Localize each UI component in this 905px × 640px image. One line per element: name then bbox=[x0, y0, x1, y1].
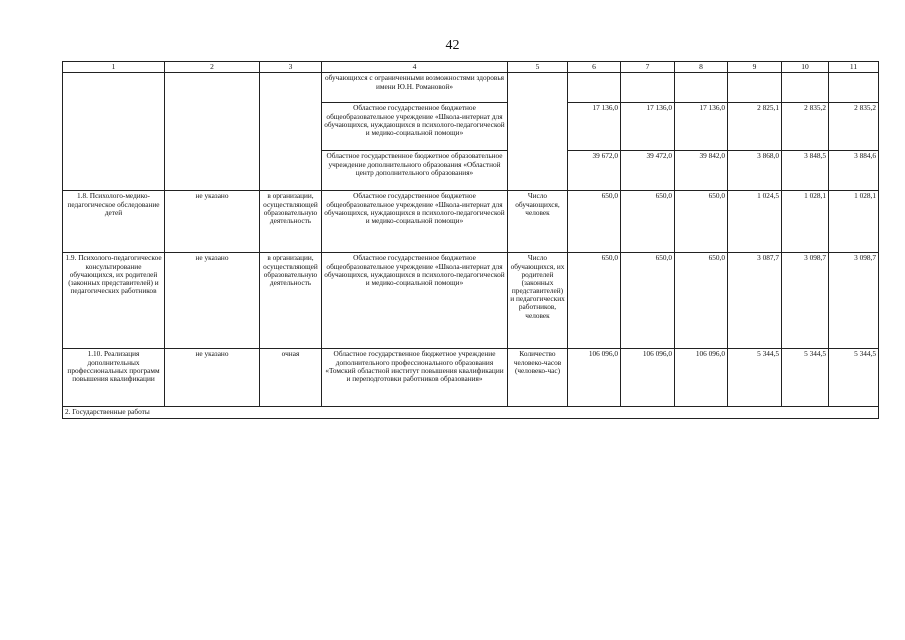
value-cell: 39 672,0 bbox=[568, 151, 621, 191]
value-cell bbox=[829, 73, 879, 103]
value-cell: 17 136,0 bbox=[621, 103, 675, 151]
col3-cell: в организации, осуществляющей образовательную деятельность bbox=[260, 191, 322, 253]
value-cell: 106 096,0 bbox=[621, 349, 675, 407]
col3-cell: очная bbox=[260, 349, 322, 407]
column-header: 6 bbox=[568, 62, 621, 73]
institution-cell: Областное государственное бюджетное общеобразовательное учреждение «Школа-интернат для обучающихся, нуждающихся в психолого-педагогической и медико-социальной помощи» bbox=[322, 103, 508, 151]
value-cell bbox=[675, 73, 728, 103]
value-cell: 650,0 bbox=[675, 191, 728, 253]
value-cell: 2 835,2 bbox=[829, 103, 879, 151]
col2-cell bbox=[165, 73, 260, 191]
column-header: 4 bbox=[322, 62, 508, 73]
institution-cell: Областное государственное бюджетное общеобразовательное учреждение «Школа-интернат для обучающихся, нуждающихся в психолого-педагогической и медико-социальной помощи» bbox=[322, 191, 508, 253]
institution-cell: Областное государственное бюджетное учреждение дополнительного профессионального образования «Томский областной институт повышения квалификации и переподготовки работников образования» bbox=[322, 349, 508, 407]
value-cell: 39 842,0 bbox=[675, 151, 728, 191]
unit-cell: Число обучающихся, их родителей (законных представителей) и педагогических работников, человек bbox=[508, 253, 568, 349]
service-name-cell bbox=[63, 73, 165, 191]
value-cell: 650,0 bbox=[621, 191, 675, 253]
value-cell: 3 848,5 bbox=[782, 151, 829, 191]
header-row bbox=[63, 62, 879, 73]
value-cell: 3 098,7 bbox=[829, 253, 879, 349]
value-cell: 1 024,5 bbox=[728, 191, 782, 253]
col2-cell: не указано bbox=[165, 253, 260, 349]
budget-table bbox=[62, 61, 879, 419]
page-number: 42 bbox=[445, 38, 460, 53]
value-cell: 5 344,5 bbox=[782, 349, 829, 407]
unit-cell: Число обучающихся, человек bbox=[508, 191, 568, 253]
column-header: 3 bbox=[260, 62, 322, 73]
value-cell: 650,0 bbox=[568, 253, 621, 349]
table-row bbox=[63, 73, 879, 103]
value-cell: 17 136,0 bbox=[675, 103, 728, 151]
service-name-cell: 1.8. Психолого-медико-педагогическое обследование детей bbox=[63, 191, 165, 253]
table-row bbox=[63, 253, 879, 349]
value-cell: 650,0 bbox=[568, 191, 621, 253]
value-cell bbox=[621, 73, 675, 103]
section-label: 2. Государственные работы bbox=[63, 407, 879, 419]
value-cell: 106 096,0 bbox=[675, 349, 728, 407]
section-row bbox=[63, 407, 879, 419]
col3-cell bbox=[260, 73, 322, 191]
institution-cell: Областное государственное бюджетное общеобразовательное учреждение «Школа-интернат для обучающихся, нуждающихся в психолого-педагогической и медико-социальной помощи» bbox=[322, 253, 508, 349]
col2-cell: не указано bbox=[165, 349, 260, 407]
unit-cell bbox=[508, 73, 568, 191]
value-cell: 39 472,0 bbox=[621, 151, 675, 191]
value-cell: 1 028,1 bbox=[782, 191, 829, 253]
value-cell: 2 835,2 bbox=[782, 103, 829, 151]
column-header: 7 bbox=[621, 62, 675, 73]
table-row bbox=[63, 349, 879, 407]
table-row bbox=[63, 191, 879, 253]
value-cell: 2 825,1 bbox=[728, 103, 782, 151]
value-cell bbox=[782, 73, 829, 103]
institution-cell: Областное государственное бюджетное образовательное учреждение дополнительного образования «Областной центр дополнительного образования» bbox=[322, 151, 508, 191]
column-header: 10 bbox=[782, 62, 829, 73]
value-cell: 106 096,0 bbox=[568, 349, 621, 407]
value-cell: 5 344,5 bbox=[728, 349, 782, 407]
service-name-cell: 1.9. Психолого-педагогическое консультирование обучающихся, их родителей (законных представителей) и педагогических работников bbox=[63, 253, 165, 349]
value-cell: 3 884,6 bbox=[829, 151, 879, 191]
column-header: 8 bbox=[675, 62, 728, 73]
col2-cell: не указано bbox=[165, 191, 260, 253]
service-name-cell: 1.10. Реализация дополнительных профессиональных программ повышения квалификации bbox=[63, 349, 165, 407]
value-cell: 3 098,7 bbox=[782, 253, 829, 349]
value-cell: 5 344,5 bbox=[829, 349, 879, 407]
value-cell: 650,0 bbox=[675, 253, 728, 349]
column-header: 2 bbox=[165, 62, 260, 73]
value-cell bbox=[568, 73, 621, 103]
column-header: 9 bbox=[728, 62, 782, 73]
col3-cell: в организации, осуществляющей образовательную деятельность bbox=[260, 253, 322, 349]
value-cell bbox=[728, 73, 782, 103]
value-cell: 650,0 bbox=[621, 253, 675, 349]
column-header: 5 bbox=[508, 62, 568, 73]
value-cell: 3 868,0 bbox=[728, 151, 782, 191]
column-header: 11 bbox=[829, 62, 879, 73]
institution-cell: обучающихся с ограниченными возможностями здоровья имени Ю.Н. Романовой» bbox=[322, 73, 508, 103]
value-cell: 1 028,1 bbox=[829, 191, 879, 253]
value-cell: 17 136,0 bbox=[568, 103, 621, 151]
unit-cell: Количество человеко-часов (человеко-час) bbox=[508, 349, 568, 407]
column-header: 1 bbox=[63, 62, 165, 73]
value-cell: 3 087,7 bbox=[728, 253, 782, 349]
